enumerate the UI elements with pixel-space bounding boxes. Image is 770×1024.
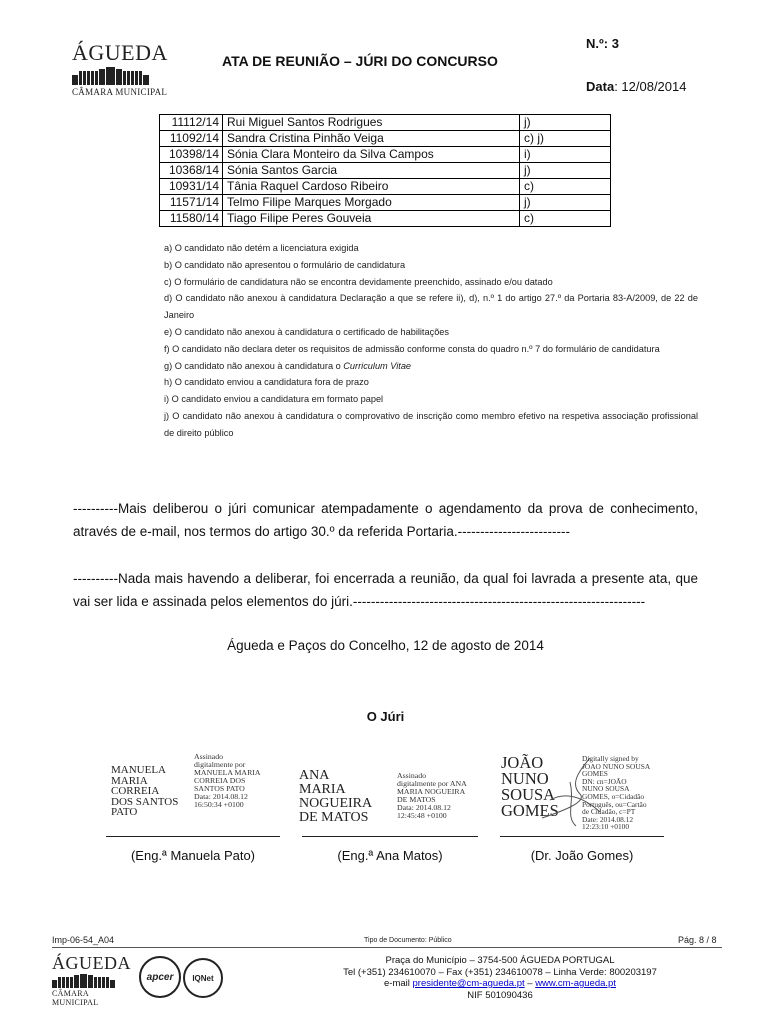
email-link[interactable]: presidente@cm-agueda.pt xyxy=(412,978,525,989)
signature-name-line: GOMES xyxy=(501,801,559,820)
signature-name-line: CORREIA xyxy=(111,785,160,797)
candidate-ref: 11580/14 xyxy=(160,211,223,227)
footer-rule xyxy=(52,947,722,948)
date-label: Data xyxy=(586,79,615,94)
header-logo xyxy=(72,40,168,97)
signature-name-line: DE MATOS xyxy=(299,810,369,825)
signature-detail-line: NUNO SOUSA xyxy=(582,784,630,794)
signature-detail-line: Português, ou=Cartão xyxy=(582,799,647,809)
signature-detail-line: GOMES, o=Cidadão xyxy=(582,791,645,801)
paragraph-deliberation: ----------Mais deliberou o júri comunicar atempadamente o agendamento da prova de conhecimento, através de e-mail, nos termos do artigo 30.º da referida Portaria.------------------------- xyxy=(73,501,698,539)
footer-logo-subtitle: CÂMARA MUNICIPAL xyxy=(52,989,99,1007)
signature-name-line: DOS SANTOS xyxy=(111,795,179,808)
candidate-name: Rui Miguel Santos Rodrigues xyxy=(223,115,520,131)
signature-name-line: SOUSA xyxy=(501,785,556,804)
signature-1-line xyxy=(106,836,280,837)
meeting-date xyxy=(586,79,686,94)
signature-2-name xyxy=(299,769,372,825)
exclusion-notes xyxy=(164,240,698,442)
apcer-cert-icon: apcer xyxy=(139,956,181,998)
candidate-name: Sónia Santos Garcia xyxy=(223,163,520,179)
signature-1-details xyxy=(194,753,261,809)
note-f: f) O candidato não declara deter os requisitos de admissão conforme consta do quadro n.º 7 do formulário de candidatura xyxy=(164,343,660,354)
signature-3-role: (Dr. João Gomes) xyxy=(530,848,634,863)
candidate-ref: 10398/14 xyxy=(160,147,223,163)
candidate-reason: c) xyxy=(520,179,611,195)
footer-phones: Tel (+351) 234610070 – Fax (+351) 234610078 – Linha Verde: 800203197 xyxy=(343,966,657,978)
signature-detail-line: JOAO NUNO SOUSA xyxy=(582,761,651,771)
signature-detail-line: MARIA NOGUEIRA xyxy=(397,787,466,796)
table-row xyxy=(160,147,611,163)
candidate-ref: 11092/14 xyxy=(160,131,223,147)
signature-name-line: MARIA xyxy=(111,774,148,787)
signature-name-line: NOGUEIRA xyxy=(299,796,373,811)
candidate-ref: 11112/14 xyxy=(160,115,223,131)
note-d: d) O candidato não anexou à candidatura Declaração a que se refere ii), d), n.º 1 do artigo 27.º da Portaria 83-A/2009, de 22 de Janeiro xyxy=(164,293,698,321)
note-e: e) O candidato não anexou à candidatura o certificado de habilitações xyxy=(164,326,450,337)
candidate-reason: j) xyxy=(520,163,611,179)
signature-detail-line: MANUELA MARIA xyxy=(194,768,261,777)
note-j: j) O candidato não anexou à candidatura o comprovativo de inscrição como membro efetivo na respetiva associação profissional de direito público xyxy=(164,410,698,438)
paragraph-closing: ----------Nada mais havendo a deliberar, foi encerrada a reunião, da qual foi lavrada a presente ata, que vai ser lida e assinada pelos elementos do júri.----------------------------------------------------------------- xyxy=(73,571,698,609)
footer-contacts xyxy=(300,955,700,1001)
candidate-name: Tiago Filipe Peres Gouveia xyxy=(223,211,520,227)
signature-name-line: MANUELA xyxy=(111,764,166,776)
footer-logo-name: ÁGUEDA xyxy=(52,953,131,973)
note-a: a) O candidato não detém a licenciatura exigida xyxy=(164,243,359,253)
footer-logo xyxy=(52,953,132,1007)
page-number: Pág. 8 / 8 xyxy=(678,935,717,945)
note-h: h) O candidato enviou a candidatura fora de prazo xyxy=(164,377,369,388)
signature-name-line: ANA xyxy=(299,768,330,783)
signature-name-line: JOÃO xyxy=(501,753,544,772)
candidates-table xyxy=(159,114,611,227)
signature-1-name xyxy=(111,765,178,818)
footer-address: Praça do Município – 3754-500 ÁGUEDA PORTUGAL xyxy=(385,955,615,966)
logo-name: ÁGUEDA xyxy=(72,40,168,65)
signature-name-line: MARIA xyxy=(299,782,346,797)
signature-3-details xyxy=(582,755,650,831)
candidate-ref: 11571/14 xyxy=(160,195,223,211)
jury-heading: O Júri xyxy=(366,709,405,724)
table-row xyxy=(160,163,611,179)
signature-detail-line: 16:50:34 +0100 xyxy=(194,800,244,809)
signature-detail-line: CORREIA DOS xyxy=(194,776,246,785)
note-b: b) O candidato não apresentou o formulário de candidatura xyxy=(164,259,406,270)
signature-detail-line: DE MATOS xyxy=(397,795,436,804)
logo-building-icon xyxy=(72,67,162,85)
signature-2-line xyxy=(302,836,478,837)
candidate-ref: 10368/14 xyxy=(160,163,223,179)
signature-detail-line: SANTOS PATO xyxy=(194,784,245,793)
table-row xyxy=(160,211,611,227)
note-i: i) O candidato enviou a candidatura em formato papel xyxy=(164,394,384,405)
signature-detail-line: Assinado xyxy=(397,771,427,780)
signature-detail-line: Digitally signed by xyxy=(582,754,639,763)
meeting-number: N.º: 3 xyxy=(586,36,619,51)
signature-detail-line: Date: 2014.08.12 xyxy=(582,814,634,824)
date-value: : 12/08/2014 xyxy=(614,79,687,94)
signature-1-role: (Eng.ª Manuela Pato) xyxy=(130,848,256,863)
signature-detail-line: Data: 2014.08.12 xyxy=(194,792,248,801)
candidate-name: Sónia Clara Monteiro da Silva Campos xyxy=(223,147,520,163)
note-g: g) O candidato não anexou à candidatura o Curriculum Vitae xyxy=(164,360,412,371)
place-and-date: Águeda e Paços do Concelho, 12 de agosto de 2014 xyxy=(227,638,544,653)
signature-detail-line: Data: 2014.08.12 xyxy=(397,803,451,812)
signature-detail-line: 12:45:48 +0100 xyxy=(397,811,447,820)
note-g-italic: Curriculum Vitae xyxy=(343,360,412,371)
signature-detail-line: digitalmente por xyxy=(194,760,246,769)
footer-logo-building-icon xyxy=(52,974,128,988)
table-row xyxy=(160,131,611,147)
candidate-reason: c) xyxy=(520,211,611,227)
signature-detail-line: 12:23:10 +0100 xyxy=(582,822,630,832)
document-type: Tipo de Documento: Público xyxy=(364,937,452,944)
footer-email-line: e-mail presidente@cm-agueda.pt – www.cm-agueda.pt xyxy=(384,978,616,989)
candidate-reason: c) j) xyxy=(520,131,611,147)
candidate-reason: j) xyxy=(520,195,611,211)
candidate-name: Sandra Cristina Pinhão Veiga xyxy=(223,131,520,147)
signature-detail-line: GOMES xyxy=(582,769,608,779)
table-row xyxy=(160,195,611,211)
candidate-name: Tânia Raquel Cardoso Ribeiro xyxy=(223,179,520,195)
table-row xyxy=(160,115,611,131)
signature-detail-line: de Cidadão, c=PT xyxy=(582,807,636,817)
signature-detail-line: digitalmente por ANA xyxy=(397,779,467,788)
website-link[interactable]: www.cm-agueda.pt xyxy=(535,978,616,989)
signature-3-line xyxy=(500,836,664,837)
candidate-reason: i) xyxy=(520,147,611,163)
logo-subtitle: CÂMARA MUNICIPAL xyxy=(72,87,168,97)
form-code: Imp-06-54_A04 xyxy=(52,935,115,945)
table-row xyxy=(160,179,611,195)
candidate-reason: j) xyxy=(520,115,611,131)
signature-name-line: PATO xyxy=(111,806,138,818)
signature-name-line: NUNO xyxy=(501,769,549,788)
note-c: c) O formulário de candidatura não se encontra devidamente preenchido, assinado e/ou datado xyxy=(164,276,553,287)
document-title: ATA DE REUNIÃO – JÚRI DO CONCURSO xyxy=(222,53,498,69)
candidate-ref: 10931/14 xyxy=(160,179,223,195)
candidate-name: Telmo Filipe Marques Morgado xyxy=(223,195,520,211)
iqnet-cert-icon: IQNet xyxy=(183,958,223,998)
signature-detail-line: Assinado xyxy=(194,752,224,761)
signature-detail-line: DN: cn=JOÃO xyxy=(582,776,627,786)
signature-2-details xyxy=(397,772,467,820)
signature-2-role: (Eng.ª Ana Matos) xyxy=(337,848,443,863)
footer-nif: NIF 501090436 xyxy=(467,989,533,1001)
